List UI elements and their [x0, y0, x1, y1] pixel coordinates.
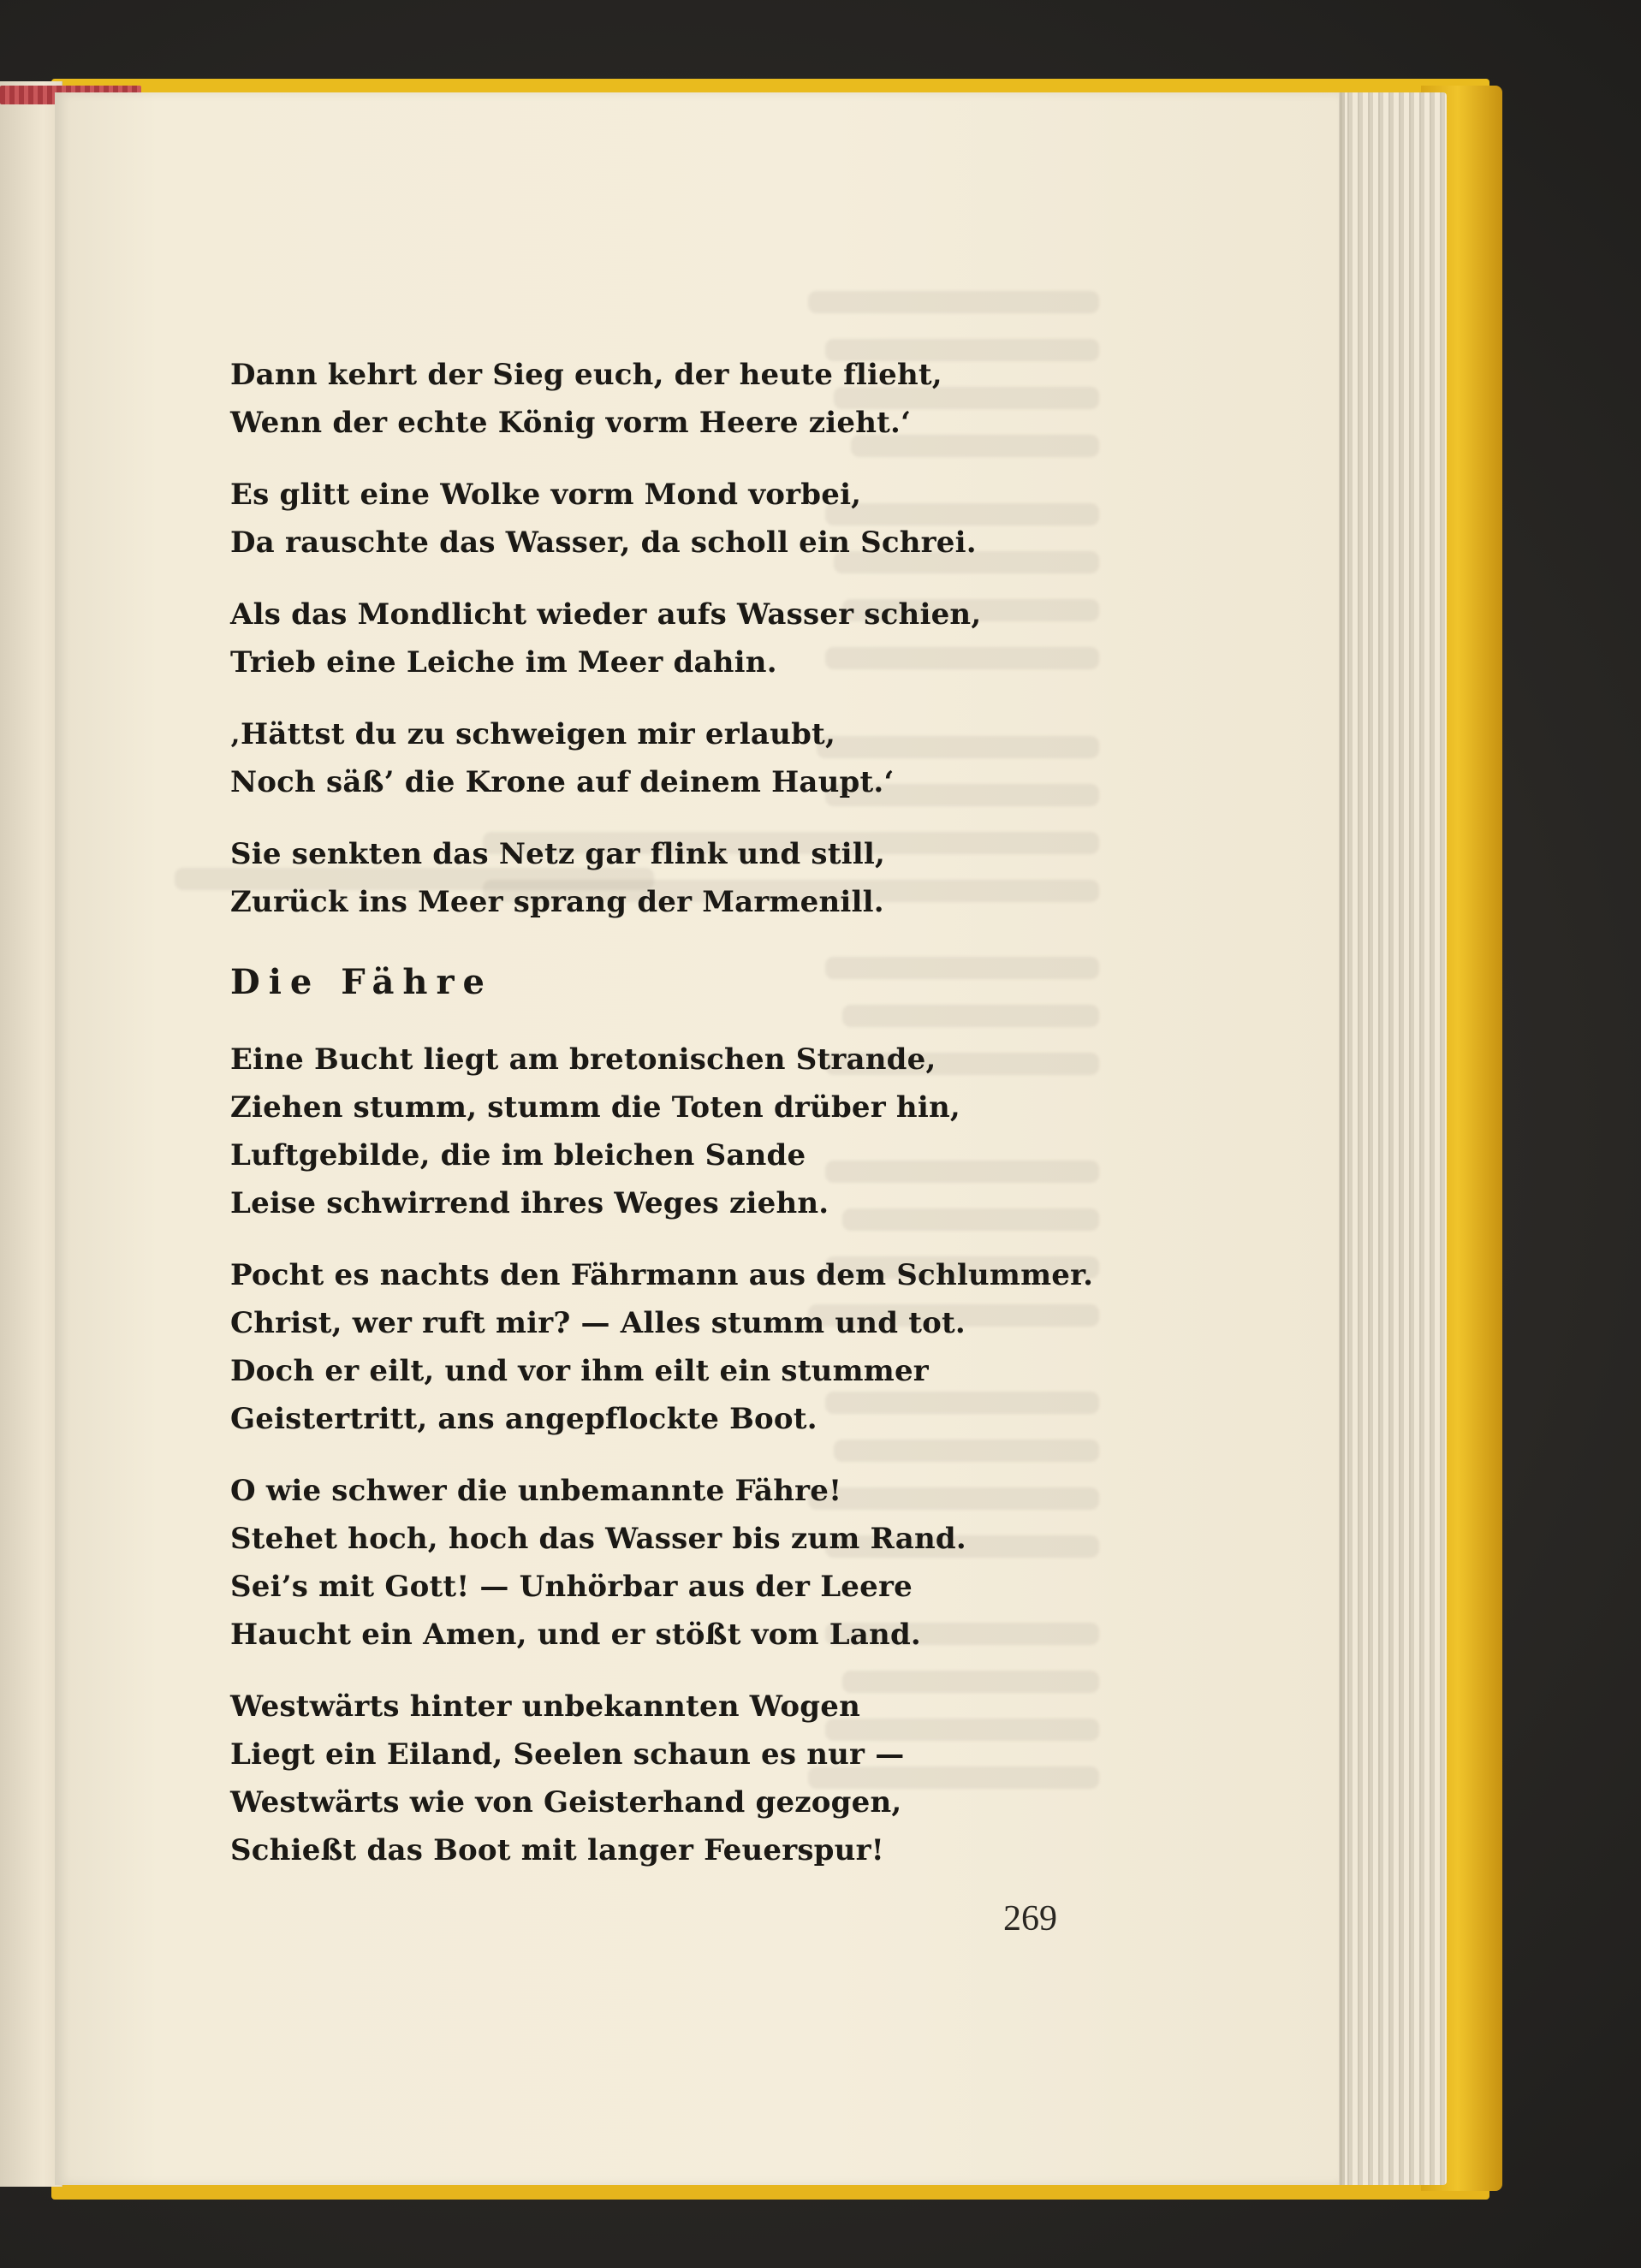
verse-line: Liegt ein Eiland, Seelen schaun es nur —	[230, 1737, 905, 1772]
verse-line: Christ, wer ruft mir? — Alles stumm und tot.	[230, 1306, 966, 1340]
verse-line: Pocht es nachts den Fährmann aus dem Schlummer.	[230, 1258, 1094, 1292]
verse-line: Stehet hoch, hoch das Wasser bis zum Rand.	[230, 1522, 966, 1556]
poem-title: Die Fähre	[230, 962, 493, 1002]
verse-line: Es glitt eine Wolke vorm Mond vorbei,	[230, 478, 862, 512]
verse-line: Westwärts hinter unbekannten Wogen	[230, 1689, 861, 1724]
verse-line: Leise schwirrend ihres Weges ziehn.	[230, 1186, 829, 1220]
verse-line: Da rauschte das Wasser, da scholl ein Schrei.	[230, 525, 977, 560]
verse-line: Wenn der echte König vorm Heere zieht.‘	[230, 406, 912, 440]
verse-line: O wie schwer die unbemannte Fähre!	[230, 1474, 842, 1508]
verse-line: ‚Hättst du zu schweigen mir erlaubt,	[230, 717, 835, 751]
page-number: 269	[1003, 1899, 1057, 1938]
stanza	[230, 830, 1103, 926]
stanza	[230, 710, 1103, 806]
verse-line: Geistertritt, ans angepflockte Boot.	[230, 1402, 818, 1436]
verse-line: Als das Mondlicht wieder aufs Wasser schien,	[230, 597, 982, 632]
page-edge-shadow	[1340, 92, 1345, 2185]
verse-line: Haucht ein Amen, und er stößt vom Land.	[230, 1618, 921, 1652]
left-page-edge	[0, 81, 62, 2187]
stanza	[230, 351, 1103, 447]
poem-text	[230, 351, 1103, 1898]
stanza	[230, 591, 1103, 686]
verse-line: Luftgebilde, die im bleichen Sande	[230, 1138, 806, 1173]
stanza	[230, 471, 1103, 567]
stanza	[230, 1036, 1103, 1227]
stanza	[230, 1683, 1103, 1874]
verse-line: Schießt das Boot mit langer Feuerspur!	[230, 1833, 884, 1867]
verse-line: Noch säß’ die Krone auf deinem Haupt.‘	[230, 765, 895, 799]
verse-line: Zurück ins Meer sprang der Marmenill.	[230, 885, 884, 919]
verse-line: Doch er eilt, und vor ihm eilt ein stummer	[230, 1354, 929, 1388]
stanza	[230, 1251, 1103, 1443]
verse-line: Dann kehrt der Sieg euch, der heute flieht,	[230, 358, 942, 392]
book-page	[55, 92, 1339, 2185]
verse-line: Sei’s mit Gott! — Unhörbar aus der Leere	[230, 1570, 913, 1604]
verse-line: Ziehen stumm, stumm die Toten drüber hin,	[230, 1090, 960, 1125]
verse-line: Eine Bucht liegt am bretonischen Strande,	[230, 1042, 936, 1077]
verse-line: Westwärts wie von Geisterhand gezogen,	[230, 1785, 902, 1820]
verse-line: Trieb eine Leiche im Meer dahin.	[230, 645, 777, 680]
stanza	[230, 1467, 1103, 1659]
verse-line: Sie senkten das Netz gar flink und still,	[230, 837, 886, 871]
